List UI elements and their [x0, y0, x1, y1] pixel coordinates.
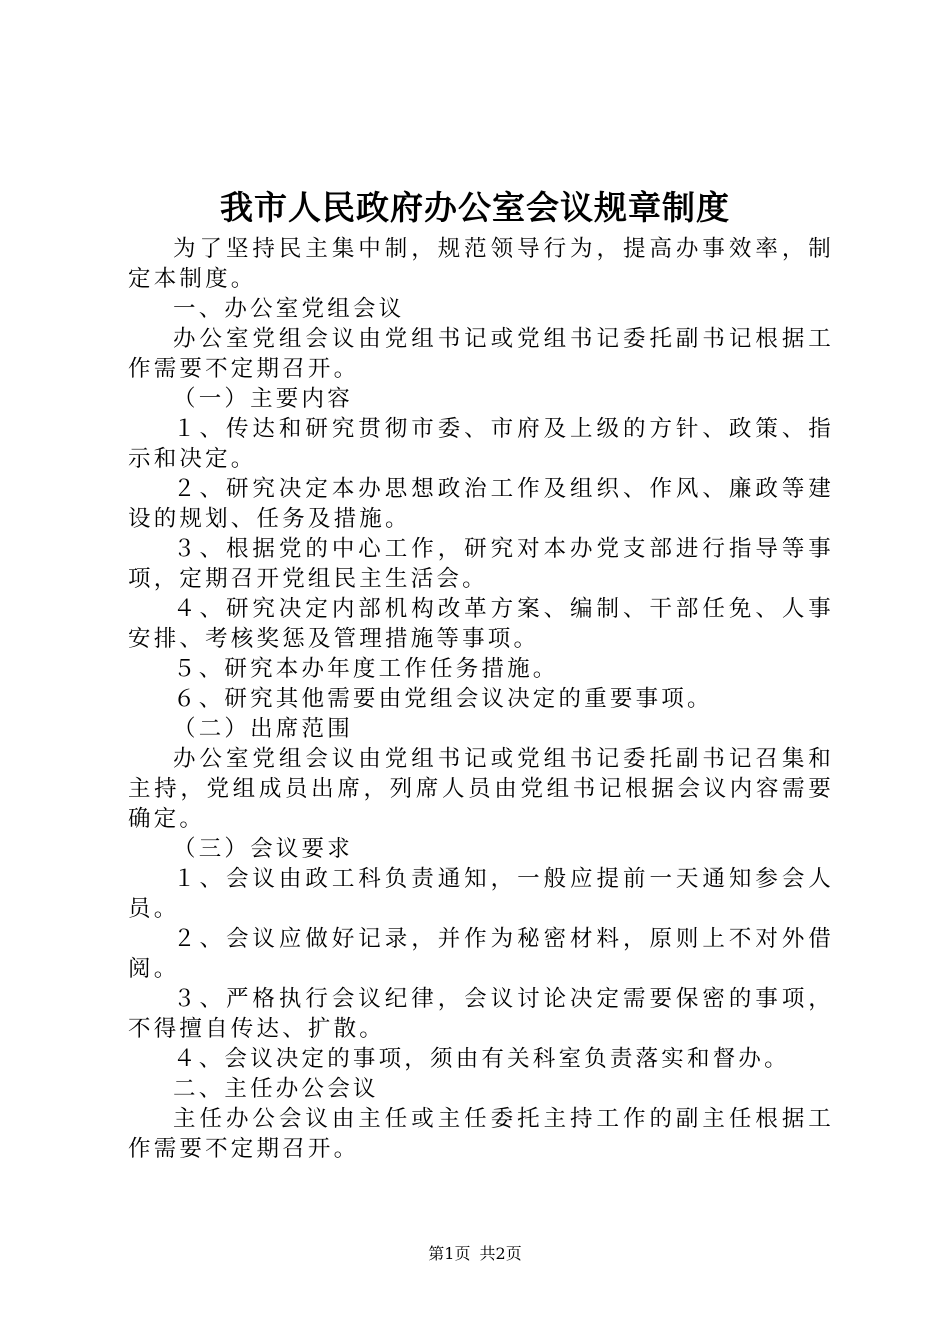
section-heading: 一、办公室党组会议	[173, 296, 405, 322]
subsection-heading: （三）会议要求	[173, 836, 353, 862]
paragraph: 办公室党组会议由党组书记或党组书记委托副书记根据工作需要不定期召开。	[128, 326, 834, 382]
list-item: ３、根据党的中心工作，研究对本办党支部进行指导等事项，定期召开党组民主生活会。	[128, 536, 834, 592]
paragraph: 办公室党组会议由党组书记或党组书记委托副书记召集和主持，党组成员出席，列席人员由党组书记根据会议内容需要确定。	[128, 746, 834, 832]
list-item: ４、会议决定的事项，须由有关科室负责落实和督办。	[173, 1046, 790, 1072]
document-body	[128, 234, 834, 1164]
list-item: １、传达和研究贯彻市委、市府及上级的方针、政策、指示和决定。	[128, 416, 834, 472]
section-heading: 二、主任办公会议	[173, 1076, 379, 1102]
list-item: ５、研究本办年度工作任务措施。	[173, 656, 559, 682]
list-item: ２、研究决定本办思想政治工作及组织、作风、廉政等建设的规划、任务及措施。	[128, 476, 834, 532]
list-item: ４、研究决定内部机构改革方案、编制、干部任免、人事安排、考核奖惩及管理措施等事项。	[128, 596, 834, 652]
subsection-heading: （二）出席范围	[173, 716, 353, 742]
page-total: 共2页	[479, 1244, 522, 1263]
paragraph: 主任办公会议由主任或主任委托主持工作的副主任根据工作需要不定期召开。	[128, 1106, 834, 1162]
list-item: ６、研究其他需要由党组会议决定的重要事项。	[173, 686, 713, 712]
paragraph: 为了坚持民主集中制，规范领导行为，提高办事效率，制定本制度。	[128, 236, 834, 292]
document-title: 我市人民政府办公室会议规章制度	[220, 188, 730, 227]
page-number: 第1页	[428, 1244, 471, 1263]
subsection-heading: （一）主要内容	[173, 386, 353, 412]
list-item: １、会议由政工科负责通知，一般应提前一天通知参会人员。	[128, 866, 834, 922]
list-item: ２、会议应做好记录，并作为秘密材料，原则上不对外借阅。	[128, 926, 834, 982]
page-footer	[0, 1242, 950, 1266]
list-item: ３、严格执行会议纪律，会议讨论决定需要保密的事项，不得擅自传达、扩散。	[128, 986, 834, 1042]
